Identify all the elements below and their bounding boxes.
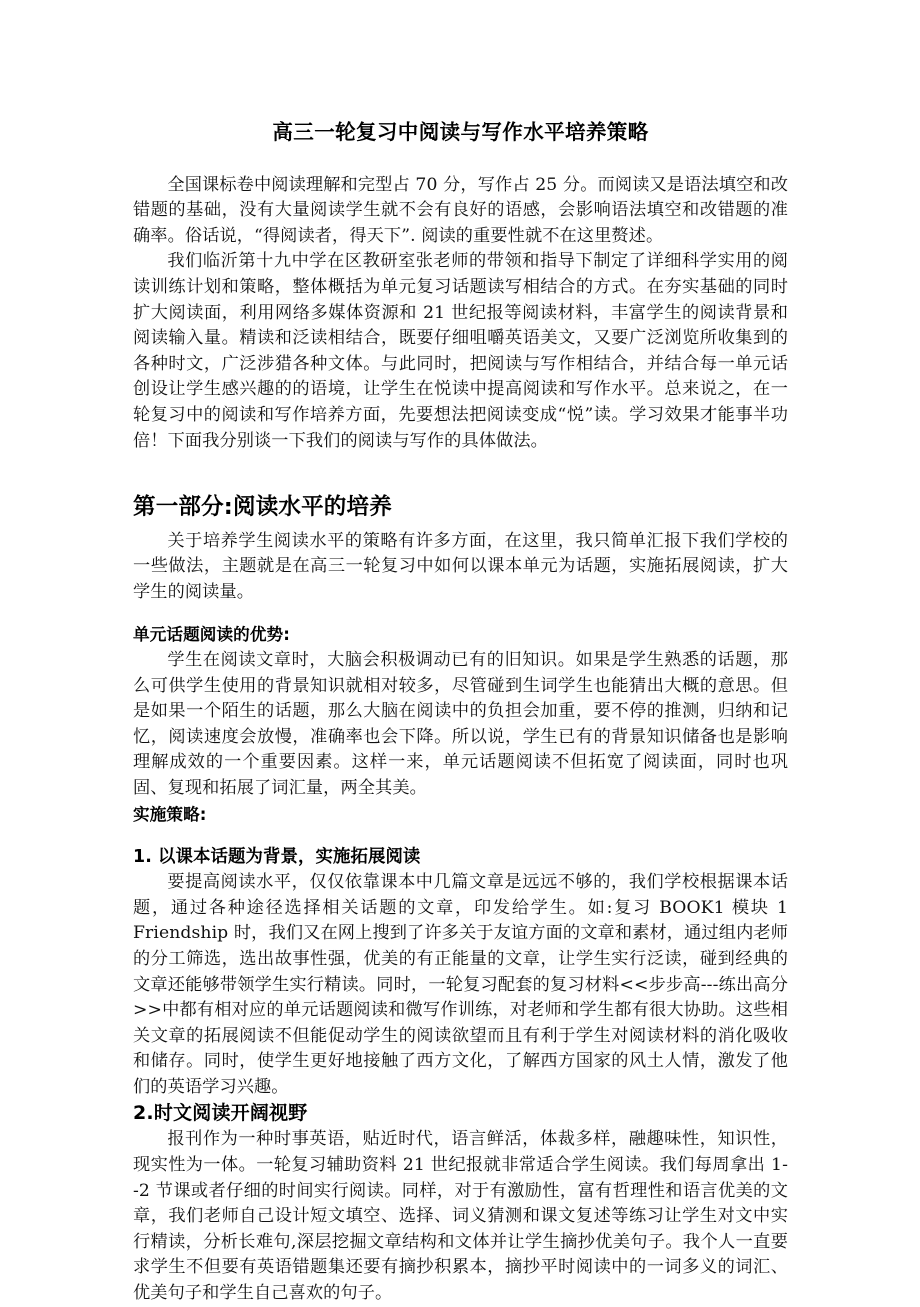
section-gap-1 <box>133 454 788 492</box>
advantage-paragraph: 学生在阅读文章时，大脑会积极调动已有的旧知识。如果是学生熟悉的话题，那么可供学生使用的背景知识就相对较多，尽管碰到生词学生也能猜出大概的意思。但是如果一个陌生的话题，那么大脑在阅读中的负担会加重，要不停的推测，归纳和记忆，阅读速度会放慢，准确率也会下降。所以说，学生已有的背景知识储备也是影响理解成效的一个重要因素。这样一来，单元话题阅读不但拓宽了阅读面，同时也巩固、复现和拓展了词汇量，两全其美。 <box>133 649 788 798</box>
subheading-strategy: 实施策略: <box>133 804 207 824</box>
subheading-item-2: 2.时文阅读开阔视野 <box>133 1102 308 1125</box>
section-gap-3 <box>133 827 788 844</box>
item-1-paragraph: 要提高阅读水平，仅仅依靠课本中几篇文章是远远不够的，我们学校根据课本话题，通过各种途径选择相关话题的文章，印发给学生。如:复习 BOOK1 模块 1 Friendship 时，我们又在网上搜到了许多关于友谊方面的文章和素材，通过组内老师的分工筛选，选出故事性强，优美的有正能量的文章，让学生实行泛读，碰到经典的文章还能够带领学生实行精读。同时，一轮复习配套的复习材料<<步步高---练出高分>>中都有相对应的单元话题阅读和微写作训练，对老师和学生都有很大协助。这些相关文章的拓展阅读不但能促动学生的阅读欲望而且有利于学生对阅读材料的消化吸收和储存。同时，使学生更好地接触了西方文化，了解西方国家的风土人情，激发了他们的英语学习兴趣。 <box>133 872 788 1097</box>
page-title: 高三一轮复习中阅读与写作水平培养策略 <box>272 120 649 144</box>
section-heading-part-one: 第一部分:阅读水平的培养 <box>133 494 392 521</box>
subheading-item-1: 1. 以课本话题为背景，实施拓展阅读 <box>133 847 421 868</box>
intro-paragraph-1: 全国课标卷中阅读理解和完型占 70 分，写作占 25 分。而阅读又是语法填空和改错题的基础，没有大量阅读学生就不会有良好的语感，会影响语法填空和改错题的准确率。俗话说，“得阅读者，得天下”. 阅读的重要性就不在这里赘述。 <box>133 174 788 246</box>
part-one-lead-paragraph: 关于培养学生阅读水平的策略有许多方面，在这里，我只简单汇报下我们学校的一些做法，主题就是在高三一轮复习中如何以课本单元为话题，实施拓展阅读，扩大学生的阅读量。 <box>133 530 788 602</box>
item-2-paragraph: 报刊作为一种时事英语，贴近时代，语言鲜活，体裁多样，融趣味性，知识性，现实性为一体。一轮复习辅助资料 21 世纪报就非常适合学生阅读。我们每周拿出 1--2 节课或者仔细的时间实行阅读。同样，对于有激励性，富有哲理性和语言优美的文章，我们老师自己设计短文填空、选择、词义猜测和课文复述等练习让学生对文中实行精读，分析长难句,深层挖掘文章结构和文体并让学生摘抄优美句子。我个人一直要求学生不但要有英语错题集还要有摘抄积累本，摘抄平时阅读中的一词多义的词汇、优美句子和学生自己喜欢的句子。 <box>133 1129 788 1304</box>
subheading-advantage: 单元话题阅读的优势: <box>133 625 290 645</box>
intro-paragraph-2: 我们临沂第十九中学在区教研室张老师的带领和指导下制定了详细科学实用的阅读训练计划和策略，整体概括为单元复习话题读写相结合的方式。在夯实基础的同时扩大阅读面，利用网络多媒体资源和 21 世纪报等阅读材料，丰富学生的阅读背景和阅读输入量。精读和泛读相结合，既要仔细咀嚼英语美文，又要广泛浏览所收集到的各种时文，广泛涉猎各种文体。与此同时，把阅读与写作相结合，并结合每一单元话创设让学生感兴趣的的语境，让学生在悦读中提高阅读和写作水平。总来说之，在一轮复习中的阅读和写作培养方面，先要想法把阅读变成“悦”读。学习效果才能事半功倍！下面我分别谈一下我们的阅读与写作的具体做法。 <box>133 251 788 451</box>
section-gap-2 <box>133 605 788 622</box>
